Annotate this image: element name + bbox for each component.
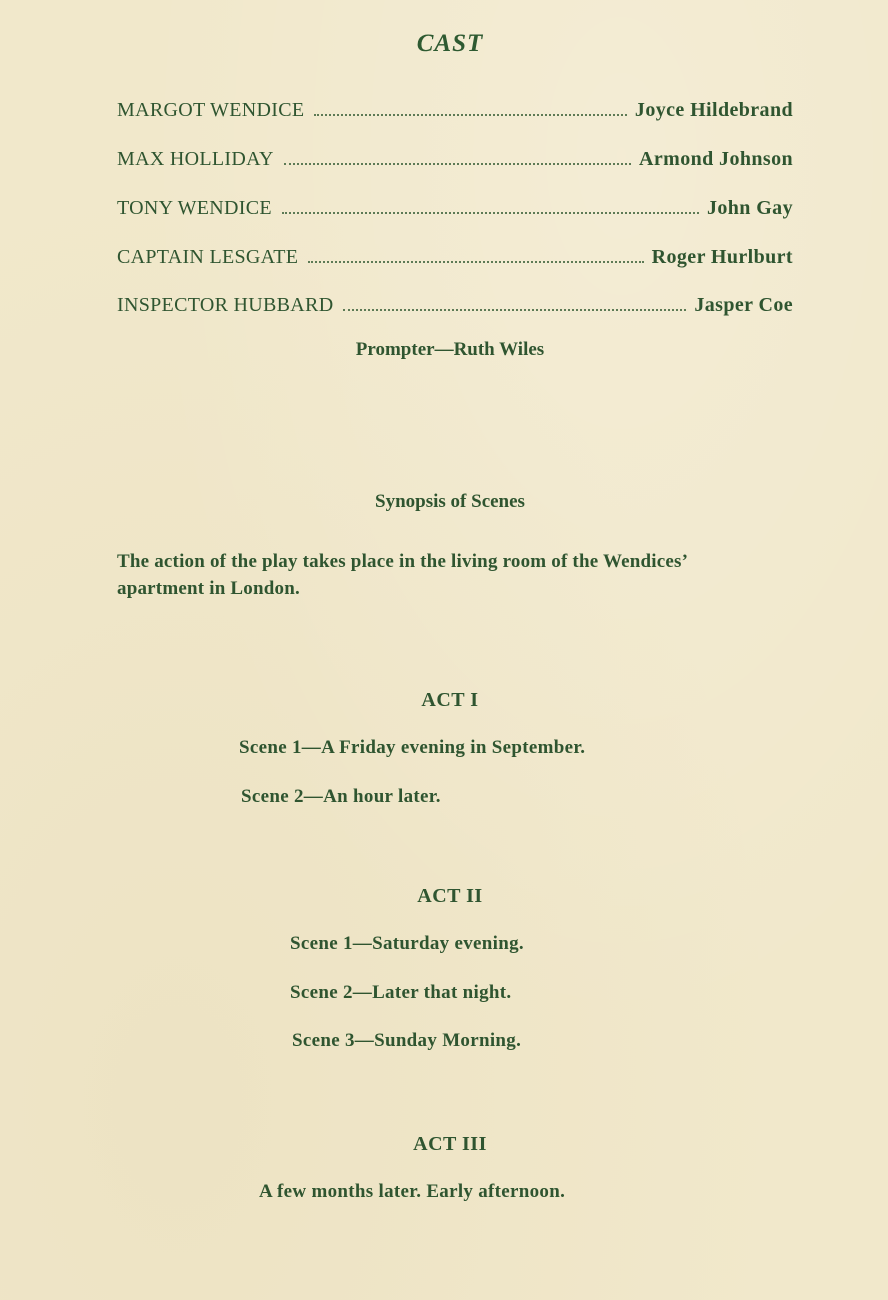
dot-leader — [314, 114, 627, 116]
dot-leader — [284, 163, 631, 165]
cast-actor: Armond Johnson — [639, 148, 793, 170]
cast-role: MAX HOLLIDAY — [117, 148, 274, 170]
cast-actor: Roger Hurlburt — [651, 246, 793, 268]
cast-role: CAPTAIN LESGATE — [117, 246, 299, 268]
synopsis-heading: Synopsis of Scenes — [375, 491, 525, 512]
act-heading: ACT III — [413, 1133, 487, 1155]
act-heading: ACT II — [417, 885, 483, 907]
cast-role: TONY WENDICE — [117, 197, 272, 219]
dot-leader — [343, 309, 686, 311]
cast-actor: John Gay — [706, 197, 793, 219]
cast-row — [117, 92, 793, 122]
scene-line: Scene 1—Saturday evening. — [290, 933, 524, 954]
act-heading: ACT I — [421, 689, 479, 711]
synopsis-line: apartment in London. — [117, 578, 300, 599]
cast-title: CAST — [416, 30, 484, 57]
cast-role: INSPECTOR HUBBARD — [117, 294, 334, 316]
cast-row — [117, 287, 793, 317]
cast-role: MARGOT WENDICE — [117, 99, 305, 121]
dot-leader — [308, 261, 643, 263]
scene-line: Scene 2—Later that night. — [290, 982, 512, 1003]
scene-line: Scene 1—A Friday evening in September. — [239, 737, 586, 758]
cast-row — [117, 141, 793, 171]
cast-row — [117, 239, 793, 269]
dot-leader — [282, 212, 699, 214]
prompter-credit: Prompter—Ruth Wiles — [355, 339, 545, 360]
cast-actor: Joyce Hildebrand — [634, 99, 793, 121]
synopsis-line: The action of the play takes place in the living room of the Wendices’ — [117, 551, 689, 572]
scene-line: A few months later. Early afternoon. — [259, 1181, 566, 1202]
scene-line: Scene 2—An hour later. — [241, 786, 441, 807]
cast-actor: Jasper Coe — [694, 294, 793, 316]
cast-row — [117, 190, 793, 220]
synopsis-text — [117, 548, 807, 602]
scene-line: Scene 3—Sunday Morning. — [292, 1030, 522, 1051]
